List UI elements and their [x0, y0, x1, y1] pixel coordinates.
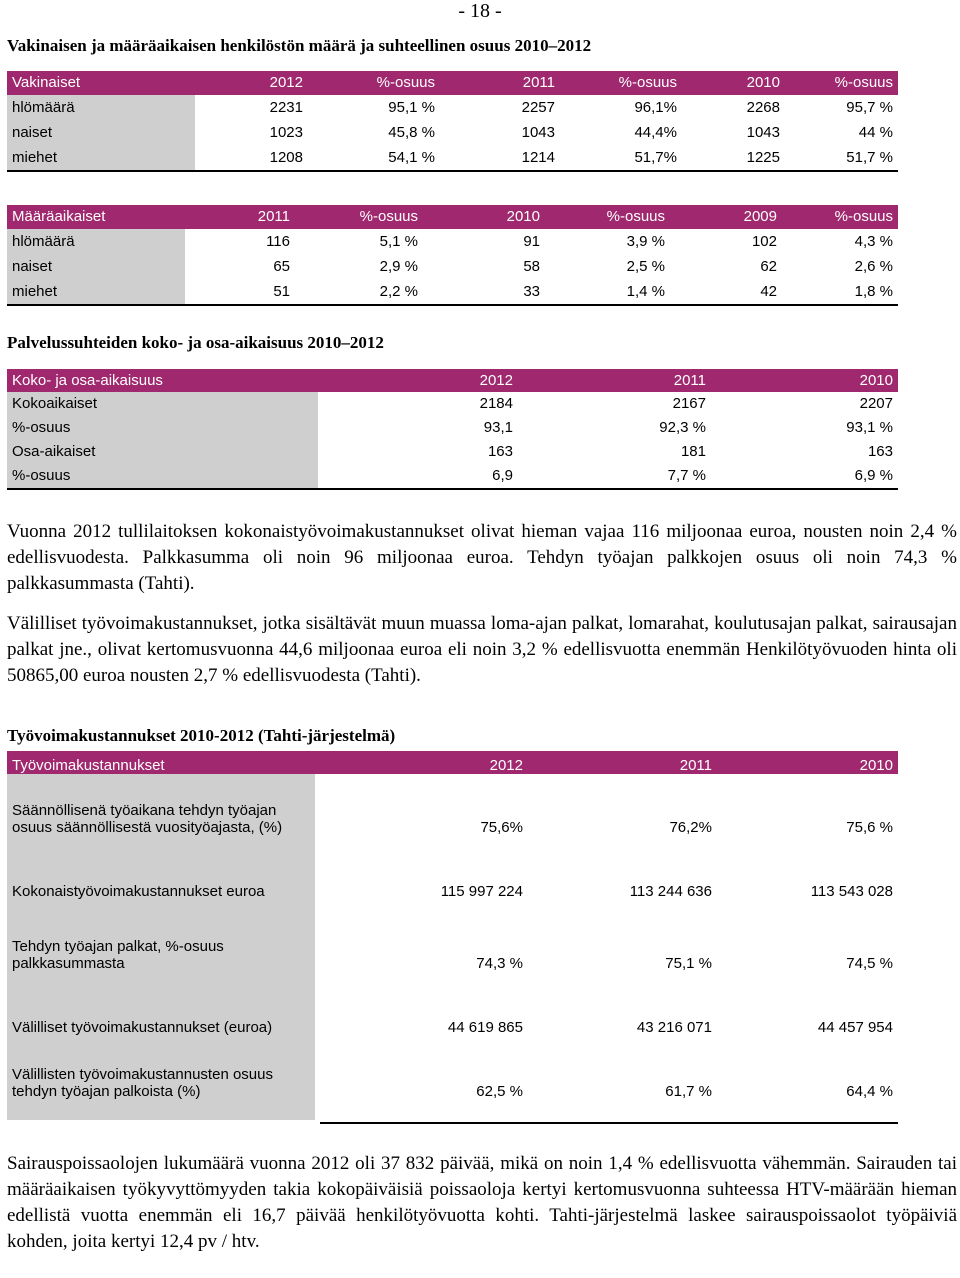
cell: 33 — [423, 279, 545, 305]
section-heading-employment: Palvelussuhteiden koko- ja osa-aikaisuus 2010–2012 — [7, 333, 384, 352]
cell: 75,6 % — [846, 818, 893, 836]
cell: 62 — [760, 257, 777, 275]
cell-spacer — [315, 1100, 528, 1120]
header-cell: %-osuus — [295, 205, 423, 229]
cell: 2,9 % — [379, 257, 418, 275]
table-header-row — [7, 751, 898, 774]
cell: 2207 — [859, 395, 893, 413]
table-bottom-rule — [320, 1122, 898, 1124]
table-row — [7, 774, 898, 836]
cell: 115 997 224 — [440, 882, 523, 900]
cell: 7,7 % — [518, 464, 711, 489]
cell: 95,1 % — [388, 98, 435, 116]
table-header-row — [7, 205, 898, 229]
table-row — [7, 392, 898, 416]
cell: 65 — [273, 257, 290, 275]
cell: 2,6 % — [854, 257, 893, 275]
table-row — [7, 229, 898, 254]
cell: 75,6% — [480, 818, 523, 836]
cell: 61,7 % — [665, 1082, 712, 1100]
cell: 113 244 636 — [629, 882, 712, 900]
table-spacer-row — [7, 1100, 898, 1120]
full-part-time-table — [7, 369, 898, 490]
cell: 96,1% — [634, 98, 677, 116]
table-row — [7, 416, 898, 440]
cell: 58 — [523, 257, 540, 275]
cell: 76,2% — [669, 818, 712, 836]
header-cell: 2010 — [682, 71, 785, 95]
cell: 93,1 % — [846, 419, 893, 437]
cell: 74,5 % — [846, 954, 893, 972]
header-cell: 2010 — [711, 369, 898, 392]
fixed-term-staff-table — [7, 205, 898, 306]
row-label: naiset — [7, 120, 195, 145]
table-row — [7, 1036, 898, 1100]
cell: 1,8 % — [782, 279, 898, 305]
cell: 93,1 — [483, 419, 513, 437]
cell: 6,9 % — [711, 464, 898, 489]
row-label: Säännöllisenä työaikana tehdyn työajan osuus säännöllisestä vuosityöajasta, (%) — [7, 774, 315, 836]
row-label-spacer — [7, 1100, 315, 1120]
cell: 51 — [185, 279, 295, 305]
cell: 3,9 % — [626, 232, 665, 250]
header-cell: 2010 — [423, 205, 545, 229]
cell: 6,9 — [318, 464, 518, 489]
cell: 92,3 % — [659, 419, 706, 437]
cell: 5,1 % — [379, 232, 418, 250]
labor-costs-table — [7, 751, 898, 1120]
table-row — [7, 254, 898, 279]
header-cell: 2011 — [185, 205, 295, 229]
cell: 54,1 % — [308, 145, 440, 171]
header-cell: 2011 — [528, 751, 717, 774]
cell: 75,1 % — [665, 954, 712, 972]
cell: 95,7 % — [846, 98, 893, 116]
row-label: Kokonaistyövoimakustannukset euroa — [7, 836, 315, 900]
header-cell: 2011 — [518, 369, 711, 392]
header-cell: %-osuus — [560, 71, 682, 95]
header-cell: 2012 — [318, 369, 518, 392]
cell: 44 619 865 — [447, 1018, 523, 1036]
row-label: %-osuus — [7, 416, 318, 440]
table-row — [7, 836, 898, 900]
page-number: - 18 - — [458, 0, 502, 22]
cell-spacer — [528, 1100, 717, 1120]
cell: 2,2 % — [295, 279, 423, 305]
paragraph-indirect-costs: Välilliset työvoimakustannukset, jotka sisältävät muun muassa loma-ajan palkat, lomarahat, koulutusajan palkat, sairausajan palkat jne., olivat kertomusvuonna 44,6 miljoonaa euroa eli noin 3,2 % edellisvuotta enemmän Henkilötyövuoden hinta oli 50865,00 euroa nousten 2,7 % edellisvuodesta (Tahti). — [7, 613, 957, 686]
permanent-staff-table — [7, 71, 898, 172]
header-cell: Työvoimakustannukset — [7, 751, 315, 774]
paragraph-sick-leave: Sairauspoissaolojen lukumäärä vuonna 2012 oli 37 832 päivää, mikä on noin 1,4 % edellisvuotta vähemmän. Sairauden tai määräaikaisen työkyvyttömyyden takia kokopäiväisiä poissaoloja kertyi kertomusvuonna suhteessa HTV-määrään hieman edellistä vuotta enemmän eli 16,7 päivää henkilötyövuotta kohti. Tahti-järjestelmä laskee sairauspoissaolot työpäiviä kohden, joita kertyi 12,4 pv / htv. — [7, 1153, 957, 1252]
cell: 1225 — [682, 145, 785, 171]
table-row — [7, 464, 898, 489]
header-cell: Vakinaiset — [7, 71, 195, 95]
section-heading-labor-costs: Työvoimakustannukset 2010-2012 (Tahti-järjestelmä) — [7, 726, 396, 745]
cell-spacer — [717, 1100, 898, 1120]
cell: 1043 — [746, 123, 780, 141]
cell: 2,5 % — [626, 257, 665, 275]
row-label: Kokoaikaiset — [7, 392, 318, 416]
row-label: naiset — [7, 254, 185, 279]
cell: 1023 — [269, 123, 303, 141]
cell: 1214 — [440, 145, 560, 171]
row-label: %-osuus — [7, 464, 318, 489]
cell: 42 — [670, 279, 782, 305]
cell: 44 % — [858, 123, 893, 141]
table-header-row — [7, 71, 898, 95]
cell: 102 — [751, 232, 777, 250]
row-label: Tehdyn työajan palkat, %-osuus palkkasummasta — [7, 900, 315, 972]
section-heading-staff: Vakinaisen ja määräaikaisen henkilöstön määrä ja suhteellinen osuus 2010–2012 — [7, 36, 592, 55]
row-label: hlömäärä — [7, 95, 195, 120]
cell: 44 457 954 — [817, 1018, 893, 1036]
cell: 2257 — [521, 98, 555, 116]
header-cell: 2010 — [717, 751, 898, 774]
cell: 2268 — [746, 98, 780, 116]
cell: 4,3 % — [854, 232, 893, 250]
header-cell: Koko- ja osa-aikaisuus — [7, 369, 318, 392]
table-row — [7, 900, 898, 972]
table-row — [7, 279, 898, 305]
header-cell: 2009 — [670, 205, 782, 229]
header-cell: 2012 — [315, 751, 528, 774]
row-label: miehet — [7, 279, 185, 305]
cell: 181 — [680, 443, 706, 461]
row-label: Välilliset työvoimakustannukset (euroa) — [7, 972, 315, 1036]
cell: 2231 — [269, 98, 303, 116]
cell: 2184 — [479, 395, 513, 413]
table-header-row — [7, 369, 898, 392]
row-label: Välillisten työvoimakustannusten osuus tehdyn työajan palkoista (%) — [7, 1036, 315, 1100]
header-cell: %-osuus — [782, 205, 898, 229]
cell: 74,3 % — [476, 954, 523, 972]
cell: 1208 — [195, 145, 308, 171]
header-cell: 2012 — [195, 71, 308, 95]
table-row — [7, 95, 898, 120]
cell: 163 — [487, 443, 513, 461]
header-cell: Määräaikaiset — [7, 205, 185, 229]
cell: 113 543 028 — [810, 882, 893, 900]
cell: 2167 — [672, 395, 706, 413]
header-cell: 2011 — [440, 71, 560, 95]
table-row — [7, 440, 898, 464]
table-row — [7, 120, 898, 145]
header-cell: %-osuus — [308, 71, 440, 95]
cell: 51,7 % — [785, 145, 898, 171]
row-label: hlömäärä — [7, 229, 185, 254]
paragraph-labor-costs: Vuonna 2012 tullilaitoksen kokonaistyövoimakustannukset olivat hieman vajaa 116 miljoonaa euroa, nousten noin 2,4 % edellisvuodesta. Palkkasumma oli noin 96 miljoonaa euroa. Tehdyn työajan palkkojen osuus oli noin 74,3 % palkkasummasta (Tahti). — [7, 521, 957, 594]
cell: 43 216 071 — [636, 1018, 712, 1036]
row-label: Osa-aikaiset — [7, 440, 318, 464]
cell: 51,7% — [560, 145, 682, 171]
header-cell: %-osuus — [785, 71, 898, 95]
table-row — [7, 145, 898, 171]
cell: 62,5 % — [476, 1082, 523, 1100]
cell: 116 — [266, 232, 290, 250]
cell: 45,8 % — [388, 123, 435, 141]
header-cell: %-osuus — [545, 205, 670, 229]
cell: 163 — [867, 443, 893, 461]
table-row — [7, 972, 898, 1036]
cell: 1,4 % — [545, 279, 670, 305]
cell: 64,4 % — [846, 1082, 893, 1100]
row-label: miehet — [7, 145, 195, 171]
cell: 44,4% — [634, 123, 677, 141]
cell: 1043 — [521, 123, 555, 141]
cell: 91 — [523, 232, 540, 250]
